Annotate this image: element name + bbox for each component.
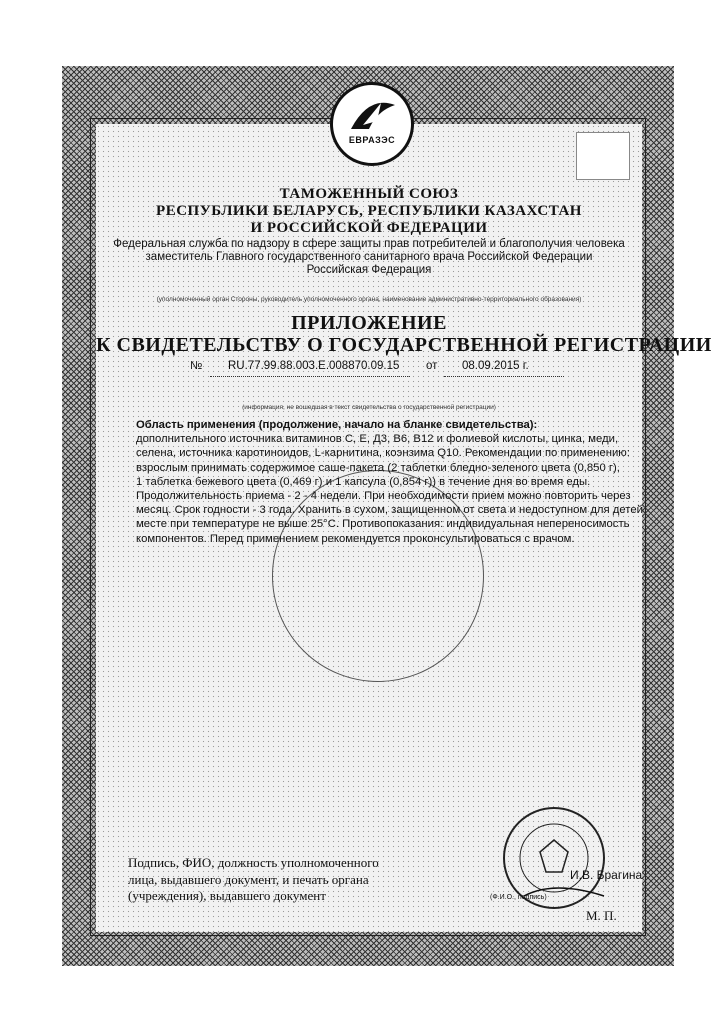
signature-line: Подпись, ФИО, должность уполномоченного	[128, 855, 379, 870]
body-line: селена, источника каротиноидов, L-карнитина, коэнзима Q10. Рекомендации по применению:	[136, 447, 630, 460]
application-area	[136, 418, 643, 546]
signatory-name: И.В. Брагина	[570, 868, 643, 882]
signatory-caption: (Ф.И.О., подпись)	[490, 894, 547, 901]
authority-line-2: заместитель Главного государственного санитарного врача Российской Федерации	[145, 251, 593, 263]
appendix-title: ПРИЛОЖЕНИЕ	[291, 312, 447, 334]
body-line: взрослым принимать содержимое саше-пакета (2 таблетки бледно-зеленого цвета (0,850 г),	[136, 461, 620, 474]
eurasec-emblem	[330, 82, 414, 166]
appendix-subtitle: К СВИДЕТЕЛЬСТВУ О ГОСУДАРСТВЕННОЙ РЕГИСТРАЦИИ	[96, 334, 712, 356]
authority-line-3: Российская Федерация	[306, 264, 432, 276]
reg-number: RU.77.99.88.003.E.008870.09.15	[228, 360, 400, 372]
authority-caption: (уполномоченный орган Стороны, руководитель уполномоченного органа, наименование административно-территориального образования)	[156, 296, 582, 303]
body-line: дополнительного источника витаминов С, Е, Д3, В6, В12 и фолиевой кислоты, цинка, меди,	[136, 433, 619, 446]
signature-block	[128, 855, 428, 905]
body-line: месте при температуре не выше 25°С. Противопоказания: индивидуальная непереносимость	[136, 518, 630, 531]
body-line: месяц. Срок годности - 3 года. Хранить в сухом, защищенном от света и недоступном для детей	[136, 504, 643, 517]
emblem-mark-icon	[333, 85, 411, 163]
body-line: компонентов. Перед применением рекомендуется проконсультироваться с врачом.	[136, 532, 575, 545]
header-republics: РЕСПУБЛИКИ БЕЛАРУСЬ, РЕСПУБЛИКИ КАЗАХСТАН	[156, 203, 582, 219]
body-line: Продолжительность приема - 2 - 4 недели. При необходимости прием можно повторить через	[136, 490, 631, 503]
reg-date: 08.09.2015 г.	[462, 360, 529, 372]
reg-number-underline	[210, 376, 410, 377]
reg-no-label: №	[190, 360, 203, 372]
stamp-place-label: М. П.	[586, 908, 617, 923]
signature-line: (учреждения), выдавшего документ	[128, 888, 326, 903]
header-union: ТАМОЖЕННЫЙ СОЮЗ	[279, 186, 459, 202]
reg-date-underline	[444, 376, 564, 377]
registration-caption: (информация, не вошедшая в текст свидетельства о государственной регистрации)	[242, 404, 496, 411]
body-line: 1 таблетка бежевого цвета (0,469 г) и 1 капсула (0,854 г)) в течение дня во время еды.	[136, 475, 591, 488]
application-heading: Область применения (продолжение, начало на бланке свидетельства):	[136, 419, 538, 431]
signature-line: лица, выдавшего документ, и печать органа	[128, 871, 369, 887]
reg-from-label: от	[426, 360, 438, 372]
authority-line-1: Федеральная служба по надзору в сфере защиты прав потребителей и благополучия человека	[113, 238, 625, 250]
header-federation: И РОССИЙСКОЙ ФЕДЕРАЦИИ	[250, 220, 488, 236]
emblem-label: ЕВРАЗЭС	[348, 135, 396, 145]
corner-blank-box	[576, 132, 630, 180]
